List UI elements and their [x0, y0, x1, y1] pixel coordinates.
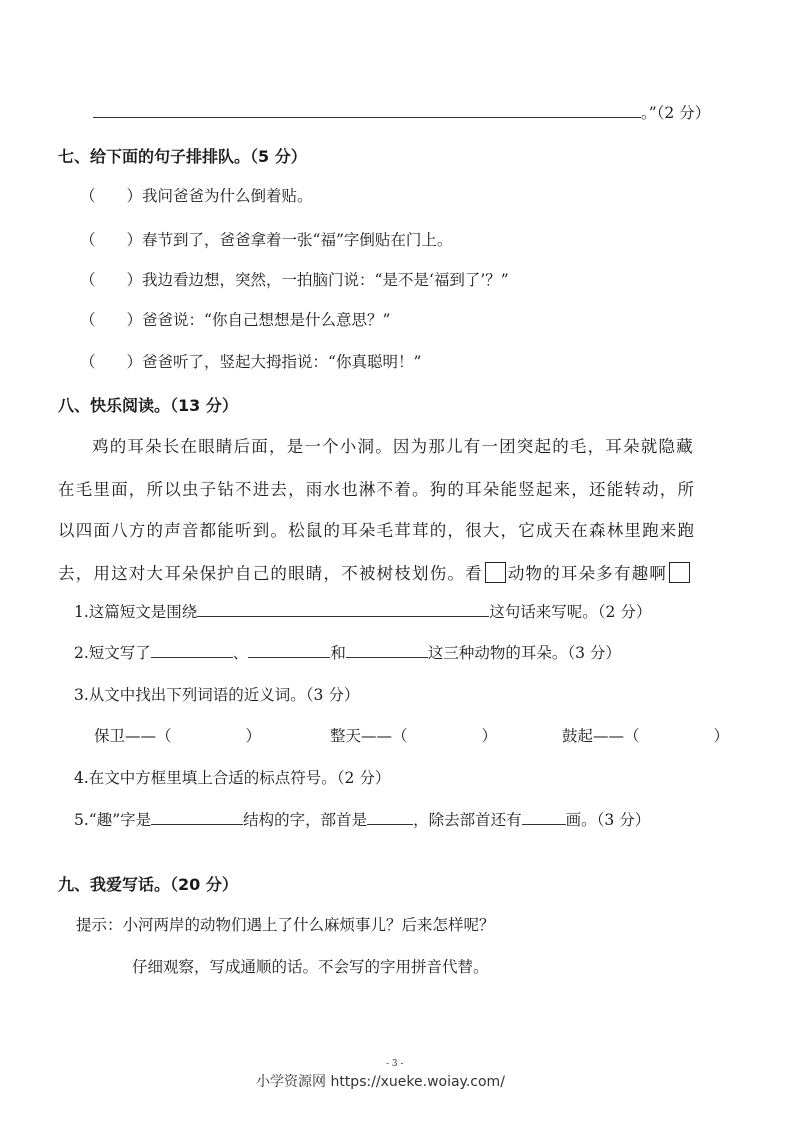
sort-item [80, 184, 313, 206]
sort-item-text: 爸爸说：“你自己想想是什么意思？” [142, 311, 391, 329]
sort-item [80, 228, 452, 250]
question-text: 1.这篇短文是围绕 [74, 603, 198, 621]
section-9-heading: 九、我爱写话。（20 分） [58, 875, 238, 894]
writing-hint-continued: 仔细观察，写成通顺的话。不会写的字用拼音代替。 [132, 958, 489, 976]
writing-hint: 提示：小河两岸的动物们遇上了什么麻烦事儿？后来怎样呢？ [76, 916, 495, 934]
section-8-heading: 八、快乐阅读。（13 分） [58, 396, 238, 415]
page-number: - 3 - [386, 1059, 404, 1069]
synonym-word: 鼓起——（ [562, 727, 640, 745]
answer-blank[interactable] [346, 643, 428, 658]
question-text: 5.“趣”字是 [74, 811, 152, 829]
answer-blank[interactable] [522, 810, 566, 825]
question-text: 这三种动物的耳朵。（3 分） [427, 644, 621, 662]
question-text: 和 [330, 644, 346, 662]
question-text: ，除去部首还有 [413, 811, 522, 829]
synonym-word: 整天——（ [330, 727, 408, 745]
synonym-word: 保卫——（ [94, 727, 172, 745]
synonym-item [330, 724, 497, 746]
punctuation-box[interactable] [485, 562, 506, 583]
question-3: 3.从文中找出下列词语的近义词。（3 分） [74, 686, 360, 704]
question-text: 2.短文写了 [74, 644, 151, 662]
answer-line-row [93, 101, 710, 123]
synonym-item [94, 724, 261, 746]
order-blank[interactable]: （ ） [80, 187, 143, 205]
answer-blank[interactable] [151, 810, 243, 825]
sort-item-text: 爸爸听了，竖起大拇指说：“你真聪明！” [142, 353, 422, 371]
question-text: 、 [232, 644, 249, 662]
sort-item-text: 我问爸爸为什么倒着贴。 [142, 187, 313, 205]
question-5 [74, 808, 650, 830]
answer-blank[interactable] [151, 643, 233, 658]
answer-blank[interactable] [248, 643, 330, 658]
order-blank[interactable]: （ ） [80, 231, 143, 249]
passage-line: 以四面八方的声音都能听到。松鼠的耳朵毛茸茸的，很大，它成天在森林里跑来跑 [58, 521, 696, 540]
question-2 [74, 641, 621, 663]
sort-item [80, 350, 421, 372]
sort-item-text: 春节到了，爸爸拿着一张“福”字倒贴在门上。 [142, 231, 453, 249]
order-blank[interactable]: （ ） [80, 353, 143, 371]
sort-item [80, 268, 509, 290]
passage-line-text: 去，用这对大耳朵保护自己的眼睛，不被树枝划伤。看 [58, 564, 483, 583]
question-1 [74, 600, 651, 622]
passage-line [58, 560, 692, 584]
answer-blank[interactable] [367, 810, 413, 825]
passage-line: 鸡的耳朵长在眼睛后面，是一个小洞。因为那儿有一团突起的毛，耳朵就隐藏 [92, 437, 694, 456]
question-text: 结构的字，部首是 [243, 811, 368, 829]
answer-blank[interactable] [197, 602, 489, 617]
footer-site: 小学资源网 https://xueke.woiay.com/ [256, 1074, 505, 1090]
sort-item [80, 308, 390, 330]
order-blank[interactable]: （ ） [80, 311, 143, 329]
answer-blank[interactable] [93, 103, 641, 118]
paren-close: ） [245, 727, 262, 745]
sort-item-text: 我边看边想，突然，一拍脑门说：“是不是‘福到了’？” [142, 271, 509, 289]
punctuation-box[interactable] [669, 562, 690, 583]
answer-line-tail: 。”（2 分） [641, 104, 711, 122]
paren-close: ） [481, 727, 498, 745]
question-text: 画。（3 分） [565, 811, 651, 829]
passage-line: 在毛里面，所以虫子钻不进去，雨水也淋不着。狗的耳朵能竖起来，还能转动，所 [58, 480, 696, 499]
question-4: 4.在文中方框里填上合适的标点符号。（2 分） [74, 769, 391, 787]
synonym-item [562, 724, 729, 746]
question-text: 这句话来写呢。（2 分） [489, 603, 652, 621]
passage-line-text: 动物的耳朵多有趣啊 [507, 564, 668, 583]
order-blank[interactable]: （ ） [80, 271, 143, 289]
paren-close: ） [713, 727, 730, 745]
section-7-heading: 七、给下面的句子排排队。（5 分） [58, 147, 307, 166]
